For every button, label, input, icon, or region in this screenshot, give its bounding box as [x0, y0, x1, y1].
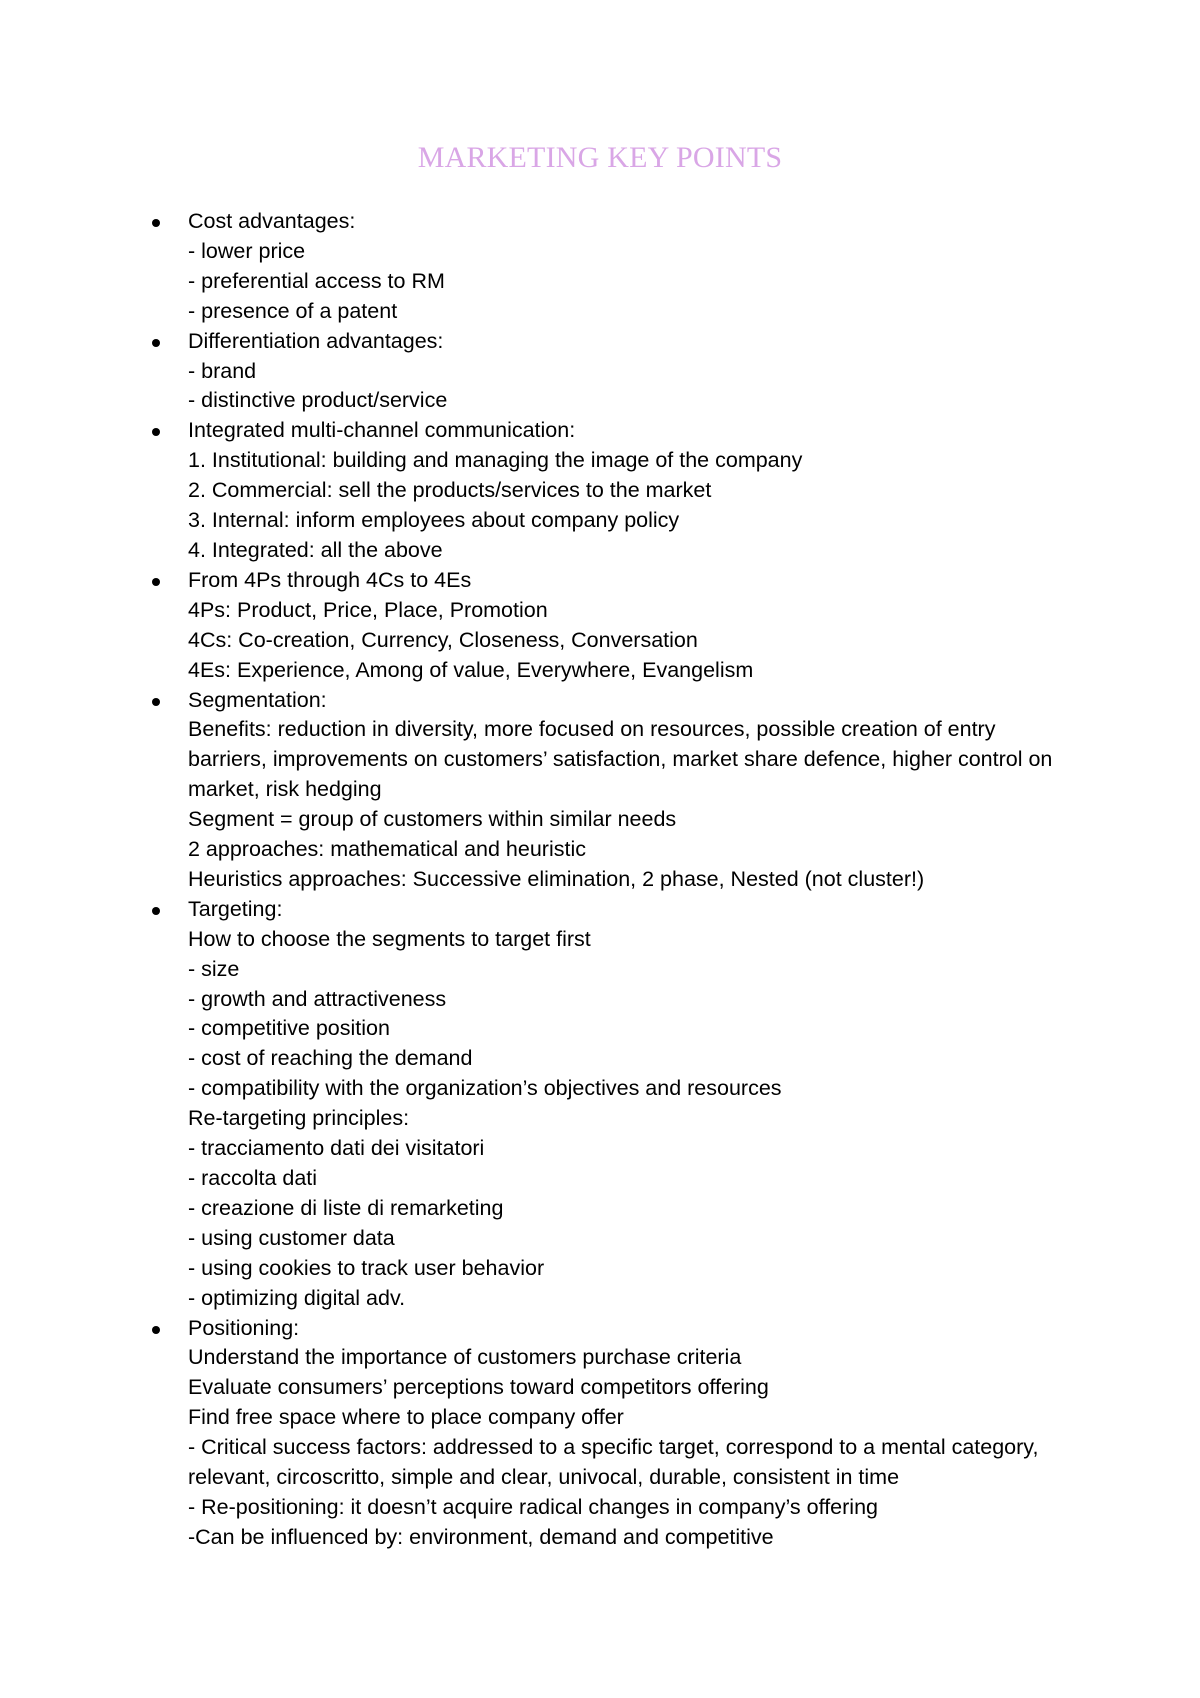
item-line: 2 approaches: mathematical and heuristic — [188, 837, 586, 862]
list-item-targeting — [188, 895, 1068, 1314]
bullet-icon — [152, 428, 160, 436]
item-line: 4Ps: Product, Price, Place, Promotion — [188, 597, 548, 622]
item-heading: Segmentation: — [188, 687, 327, 712]
page-title: MARKETING KEY POINTS — [417, 141, 783, 174]
item-line: 2. Commercial: sell the products/services to the market — [188, 478, 712, 503]
item-line: - using cookies to track user behavior — [188, 1255, 545, 1280]
item-line: Understand the importance of customers purchase criteria — [188, 1345, 742, 1370]
item-line: 4Cs: Co-creation, Currency, Closeness, Conversation — [188, 627, 698, 652]
bullet-icon — [152, 219, 160, 227]
item-line: - distinctive product/service — [188, 388, 448, 413]
item-line: - Re-positioning: it doesn’t acquire radical changes in company’s offering — [188, 1494, 878, 1519]
item-line: Segment = group of customers within similar needs — [188, 807, 677, 832]
item-line: - optimizing digital adv. — [188, 1285, 406, 1310]
item-line: - lower price — [188, 238, 306, 263]
item-line: - Critical success factors: addressed to a specific target, correspond to a mental category, relevant, circoscritto, simple and clear, univocal, durable, consistent in time — [188, 1435, 1039, 1490]
list-item-cost-advantages — [188, 207, 1068, 327]
item-line: Heuristics approaches: Successive elimination, 2 phase, Nested (not cluster!) — [188, 866, 925, 891]
bullet-icon — [152, 339, 160, 347]
list-item-differentiation-advantages — [188, 327, 1068, 417]
item-heading: From 4Ps through 4Cs to 4Es — [188, 567, 472, 592]
bullet-icon — [152, 698, 160, 706]
list-item-4ps-4cs-4es — [188, 566, 1068, 686]
item-line: - compatibility with the organization’s objectives and resources — [188, 1076, 782, 1101]
item-line: - growth and attractiveness — [188, 986, 447, 1011]
item-line: 4Es: Experience, Among of value, Everywhere, Evangelism — [188, 657, 754, 682]
item-line: - creazione di liste di remarketing — [188, 1195, 504, 1220]
key-points-list — [188, 207, 1068, 1553]
item-line: -Can be influenced by: environment, demand and competitive — [188, 1524, 774, 1549]
item-line: Evaluate consumers’ perceptions toward competitors offering — [188, 1375, 769, 1400]
item-line: 4. Integrated: all the above — [188, 537, 443, 562]
item-heading: Differentiation advantages: — [188, 328, 444, 353]
item-heading: Targeting: — [188, 896, 283, 921]
item-heading: Integrated multi-channel communication: — [188, 418, 576, 443]
item-line: 1. Institutional: building and managing the image of the company — [188, 448, 803, 473]
item-line: - raccolta dati — [188, 1166, 318, 1190]
item-line: - presence of a patent — [188, 298, 398, 323]
bullet-icon — [152, 1326, 160, 1334]
item-line: Benefits: reduction in diversity, more focused on resources, possible creation of entry barriers, improvements on customers’ satisfaction, market share defence, higher control on market, risk hedging — [188, 717, 1053, 802]
item-line: - cost of reaching the demand — [188, 1046, 473, 1071]
item-line: How to choose the segments to target first — [188, 926, 591, 951]
item-line: Re-targeting principles: — [188, 1106, 410, 1131]
item-line: 3. Internal: inform employees about company policy — [188, 508, 680, 533]
item-heading: Cost advantages: — [188, 209, 356, 233]
item-line: Find free space where to place company offer — [188, 1405, 624, 1430]
item-line: - competitive position — [188, 1016, 390, 1041]
bullet-icon — [152, 578, 160, 586]
item-line: - size — [188, 956, 240, 981]
item-line: - using customer data — [188, 1225, 395, 1250]
list-item-segmentation — [188, 686, 1068, 895]
list-item-integrated-communication — [188, 416, 1068, 566]
bullet-icon — [152, 907, 160, 915]
item-heading: Positioning: — [188, 1315, 300, 1340]
item-line: - preferential access to RM — [188, 268, 445, 293]
item-line: - tracciamento dati dei visitatori — [188, 1136, 485, 1161]
list-item-positioning — [188, 1314, 1068, 1553]
item-line: - brand — [188, 358, 257, 383]
